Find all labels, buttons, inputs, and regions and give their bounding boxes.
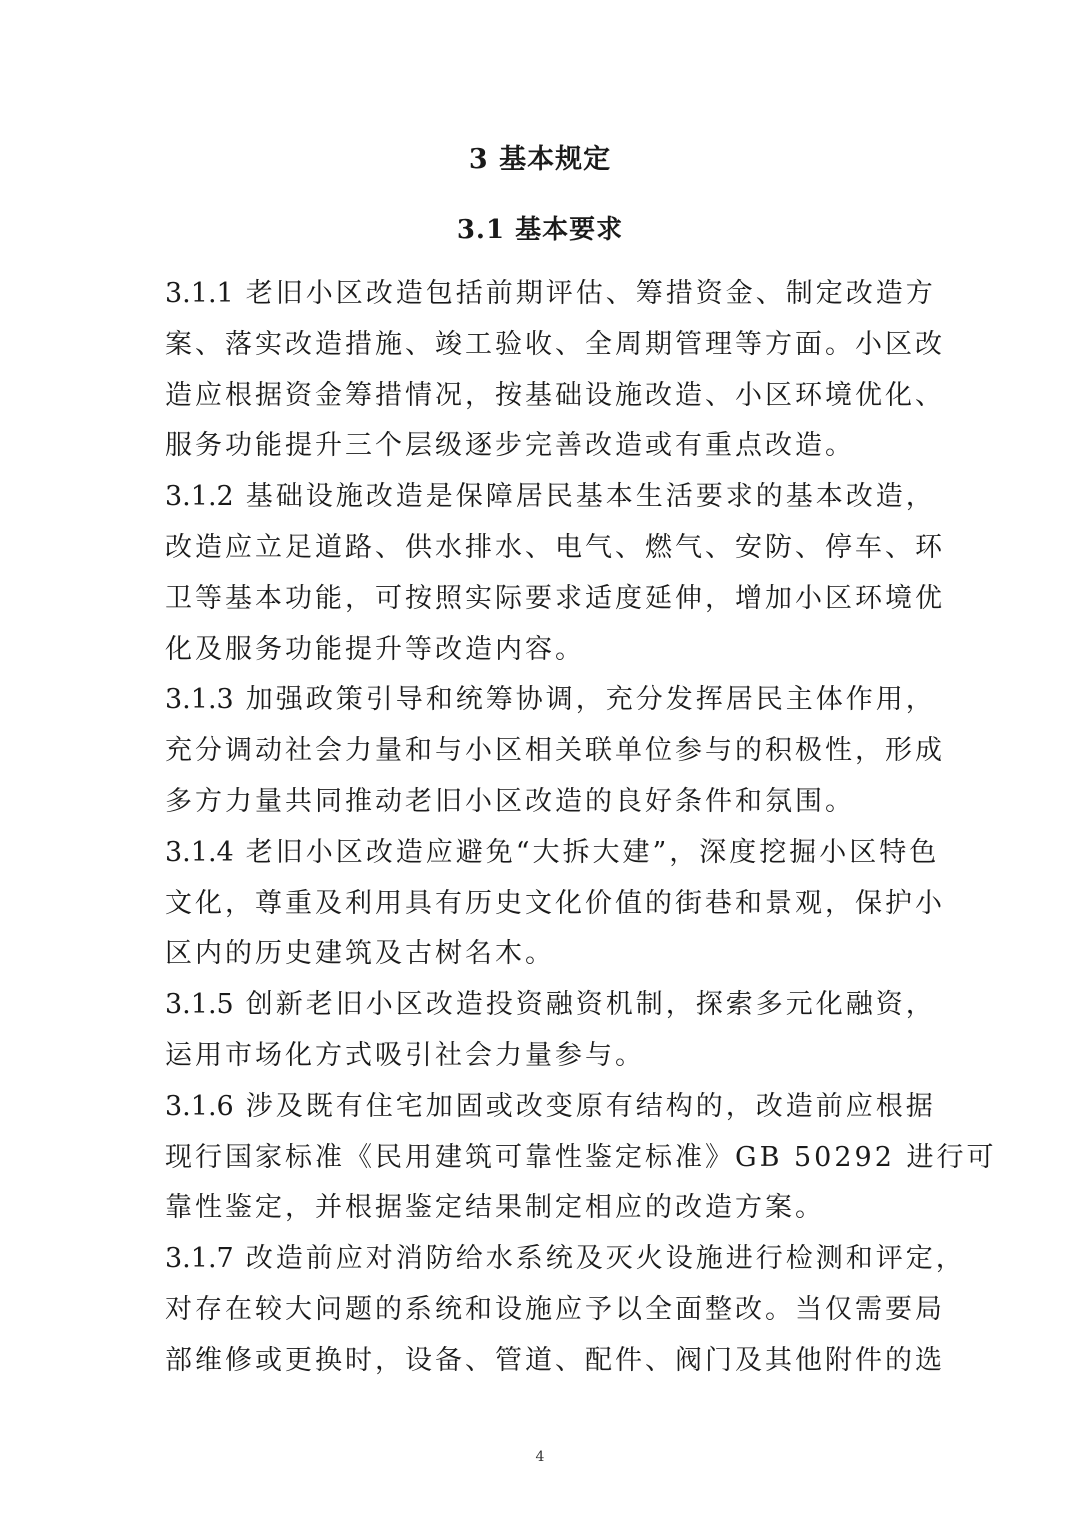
clause-number: 3.1.3: [165, 684, 234, 716]
clause-line: 服务功能提升三个层级逐步完善改造或有重点改造。: [165, 430, 855, 462]
clause-number: 3.1.6: [165, 1090, 234, 1122]
clause-line: 3.1.4 老旧小区改造应避免“大拆大建”，深度挖掘小区特色: [165, 836, 940, 868]
clause-line: 靠性鉴定，并根据鉴定结果制定相应的改造方案。: [165, 1192, 825, 1224]
clause-number: 3.1.4: [165, 836, 234, 868]
clause-line: 3.1.7 改造前应对消防给水系统及灭火设施进行检测和评定，: [165, 1243, 966, 1275]
clause-number: 3.1.2: [165, 481, 234, 513]
clause-line: 多方力量共同推动老旧小区改造的良好条件和氛围。: [165, 785, 855, 817]
clause-3-1-2: [165, 472, 945, 675]
clause-number: 3.1.7: [165, 1243, 234, 1275]
page-number: 4: [535, 1449, 545, 1465]
clause-3-1-5: [165, 980, 936, 1082]
clause-3-1-1: [165, 269, 945, 472]
clause-3-1-6: [165, 1082, 997, 1234]
clause-line: 运用市场化方式吸引社会力量参与。: [165, 1039, 645, 1071]
clause-line: 文化，尊重及利用具有历史文化价值的街巷和景观，保护小: [165, 887, 945, 919]
clause-number: 3.1.1: [165, 278, 234, 309]
clause-line: 区内的历史建筑及古树名木。: [165, 938, 555, 970]
section-title: 3.1 基本要求: [456, 215, 624, 245]
clause-line: 造应根据资金筹措情况，按基础设施改造、小区环境优化、: [165, 379, 945, 411]
clause-line: 部维修或更换时，设备、管道、配件、阀门及其他附件的选: [165, 1344, 945, 1376]
clause-3-1-3: [165, 675, 945, 827]
chapter-title: 3 基本规定: [468, 144, 612, 175]
clause-line: 3.1.3 加强政策引导和统筹协调，充分发挥居民主体作用，: [165, 684, 936, 716]
clause-line: 3.1.1 老旧小区改造包括前期评估、筹措资金、制定改造方: [165, 278, 936, 309]
clause-line: 3.1.6 涉及既有住宅加固或改变原有结构的，改造前应根据: [165, 1090, 936, 1122]
document-body: [165, 269, 997, 1387]
clause-line: 卫等基本功能，可按照实际要求适度延伸，增加小区环境优: [165, 582, 945, 614]
clause-line: 充分调动社会力量和与小区相关联单位参与的积极性，形成: [165, 735, 945, 767]
clause-line: 3.1.2 基础设施改造是保障居民基本生活要求的基本改造，: [165, 481, 936, 513]
clause-line: 案、落实改造措施、竣工验收、全周期管理等方面。小区改: [165, 328, 945, 360]
clause-3-1-4: [165, 828, 945, 980]
clause-number: 3.1.5: [165, 989, 234, 1021]
clause-line: 化及服务功能提升等改造内容。: [165, 633, 585, 665]
clause-line: 改造应立足道路、供水排水、电气、燃气、安防、停车、环: [165, 531, 945, 563]
clause-line: 现行国家标准《民用建筑可靠性鉴定标准》GB 50292 进行可: [165, 1141, 997, 1173]
clause-line: 3.1.5 创新老旧小区改造投资融资机制，探索多元化融资，: [165, 989, 936, 1021]
clause-line: 对存在较大问题的系统和设施应予以全面整改。当仅需要局: [165, 1293, 945, 1325]
clause-3-1-7: [165, 1234, 966, 1386]
